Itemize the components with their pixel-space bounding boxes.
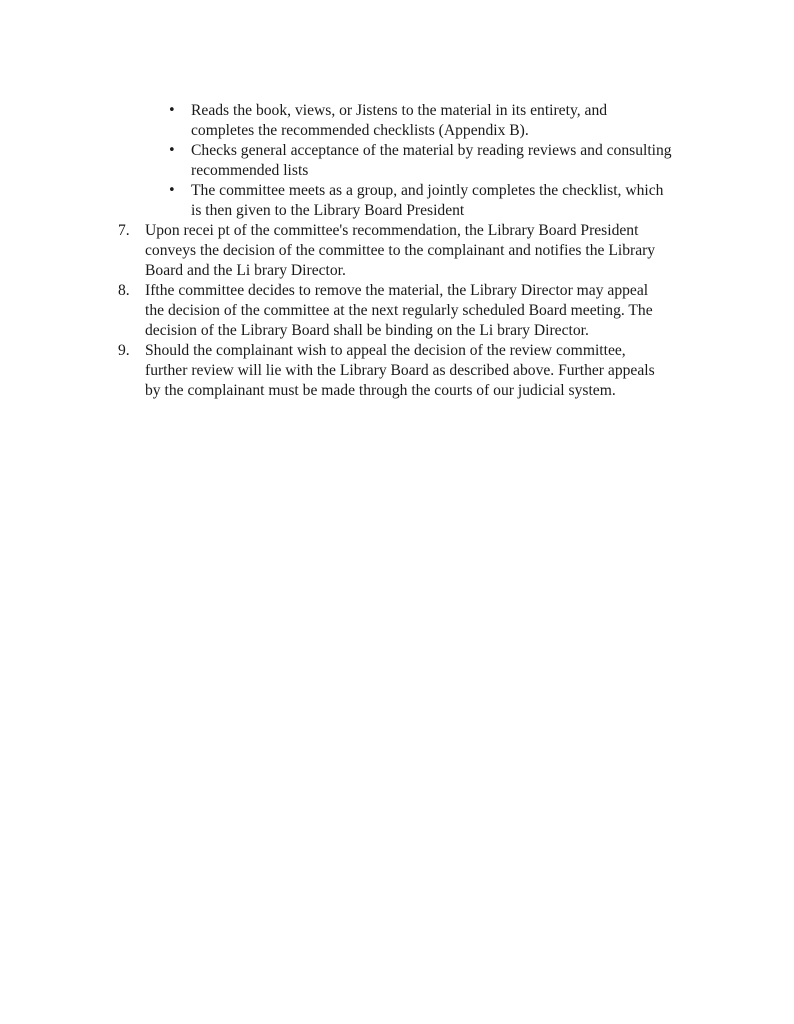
item-line: Ifthe committee decides to remove the material, the Library Director may appeal	[145, 282, 649, 299]
review-steps-bullet-list	[168, 101, 718, 221]
numbered-item-9	[118, 341, 718, 401]
document-body	[118, 101, 718, 401]
item-line: the decision of the committee at the next regularly scheduled Board meeting. The	[145, 302, 653, 319]
bullet-line: Checks general acceptance of the material by reading reviews and consulting	[191, 142, 672, 159]
numbered-item-8	[118, 281, 718, 341]
bullet-icon: •	[168, 143, 176, 158]
item-line: conveys the decision of the committee to the complainant and notifies the Library	[145, 242, 656, 259]
bullet-line: is then given to the Library Board President	[191, 202, 465, 219]
item-line: Board and the Li brary Director.	[145, 262, 346, 279]
item-number: 7.	[118, 222, 130, 239]
item-line: by the complainant must be made through the courts of our judicial system.	[145, 382, 616, 399]
item-number: 9.	[118, 342, 130, 359]
bullet-icon: •	[168, 183, 176, 198]
item-line: further review will lie with the Library Board as described above. Further appeals	[145, 362, 655, 379]
item-line: Upon recei pt of the committee's recommendation, the Library Board President	[145, 222, 639, 239]
numbered-item-7	[118, 221, 718, 281]
bullet-line: The committee meets as a group, and jointly completes the checklist, which	[191, 182, 664, 199]
bullet-line: Reads the book, views, or Jistens to the material in its entirety, and	[191, 102, 608, 119]
procedure-numbered-list	[118, 221, 718, 401]
bullet-line: recommended lists	[191, 162, 309, 179]
bullet-icon: •	[168, 103, 176, 118]
item-line: Should the complainant wish to appeal the decision of the review committee,	[145, 342, 626, 359]
item-number: 8.	[118, 282, 130, 299]
bullet-line: completes the recommended checklists (Appendix B).	[191, 122, 529, 139]
item-line: decision of the Library Board shall be binding on the Li brary Director.	[145, 322, 589, 339]
bullet-item	[168, 141, 718, 181]
bullet-item	[168, 101, 718, 141]
bullet-item	[168, 181, 718, 221]
